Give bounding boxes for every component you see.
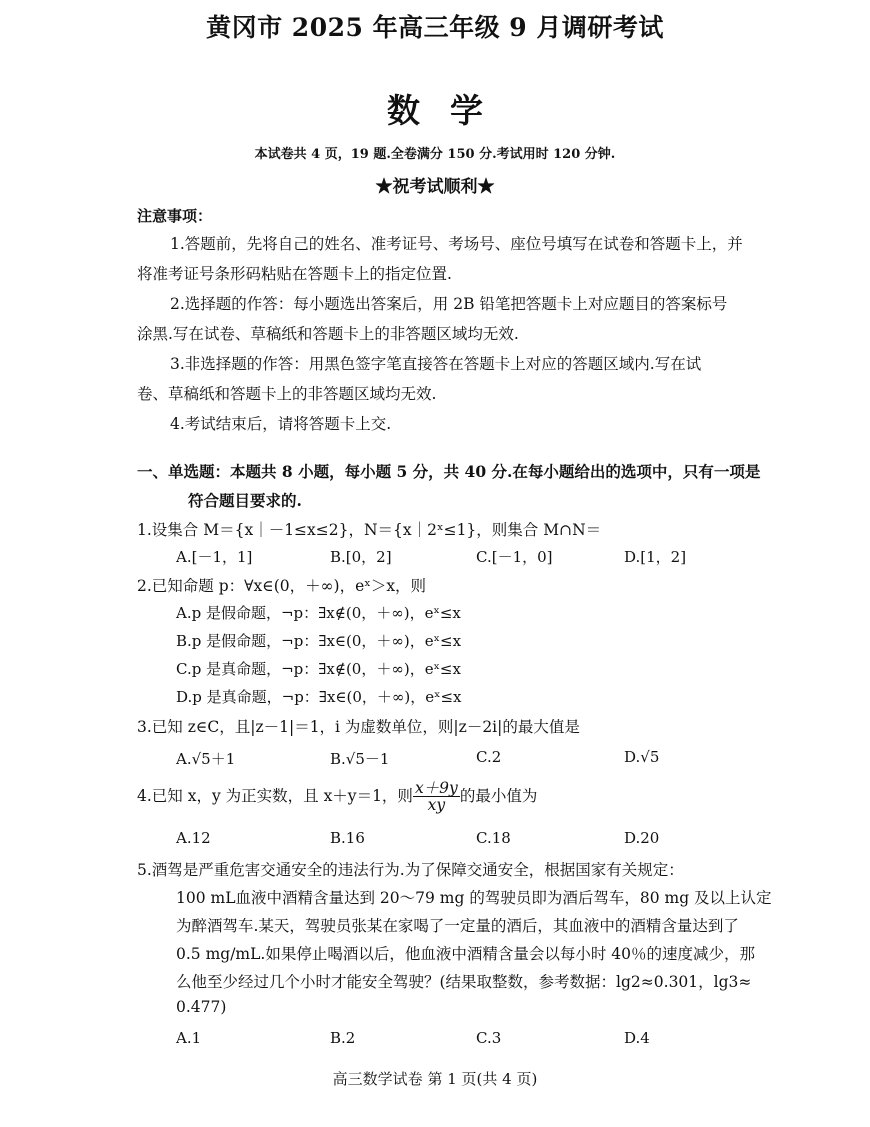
- notice-item-2-cont: 涂黑.写在试卷、草稿纸和答题卡上的非答题区域均无效.: [137, 325, 519, 343]
- question-3-stem: 3.已知 z∈C，且|z－1|＝1，i 为虚数单位，则|z－2i|的最大值是: [137, 718, 580, 736]
- question-1-option-c: C.[－1，0]: [476, 548, 553, 566]
- exam-info: 本试卷共 4 页，19 题.全卷满分 150 分.考试用时 120 分钟.: [254, 147, 616, 162]
- question-5-line-3: 为醉酒驾车.某天，驾驶员张某在家喝了一定量的酒后，其血液中的酒精含量达到了: [176, 917, 739, 935]
- subject-heading: 数学: [387, 91, 513, 130]
- question-5-line-4: 0.5 mg/mL.如果停止喝酒以后，他血液中酒精含量会以每小时 40％的速度减少，那: [176, 945, 755, 963]
- question-5-option-b: B.2: [330, 1029, 356, 1047]
- question-4-option-d: D.20: [624, 829, 660, 847]
- question-5-line-5: 么他至少经过几个小时才能安全驾驶？(结果取整数，参考数据：lg2≈0.301，lg3≈: [176, 973, 752, 991]
- notice-item-1: 1.答题前，先将自己的姓名、准考证号、考场号、座位号填写在试卷和答题卡上，并: [170, 235, 743, 253]
- question-1-option-a: A.[－1，1]: [176, 548, 253, 566]
- notice-item-1-cont: 将准考证号条形码粘贴在答题卡上的指定位置.: [137, 265, 452, 283]
- question-4-option-b: B.16: [330, 829, 365, 847]
- question-5-line-6: 0.477): [176, 998, 227, 1016]
- question-3-option-d: D.√5: [624, 748, 660, 766]
- section-heading: 一、单选题：本题共 8 小题，每小题 5 分，共 40 分.在每小题给出的选项中，只有一项是: [137, 462, 761, 481]
- question-4-fraction: [413, 780, 460, 814]
- question-2-option-a: A.p 是假命题，¬p：∃x∉(0，＋∞)，eˣ≤x: [176, 604, 461, 622]
- notice-item-3-cont: 卷、草稿纸和答题卡上的非答题区域均无效.: [137, 385, 437, 403]
- question-2-stem: 2.已知命题 p：∀x∈(0，＋∞)，eˣ＞x，则: [137, 577, 427, 595]
- question-3-option-b: B.√5－1: [330, 750, 390, 768]
- question-5-line-2: 100 mL血液中酒精含量达到 20～79 mg 的驾驶员即为酒后驾车，80 mg 及以上认定: [176, 889, 772, 907]
- question-3-option-a: A.√5＋1: [176, 750, 236, 768]
- question-2-option-d: D.p 是真命题，¬p：∃x∈(0，＋∞)，eˣ≤x: [176, 688, 462, 706]
- question-2-option-c: C.p 是真命题，¬p：∃x∉(0，＋∞)，eˣ≤x: [176, 660, 461, 678]
- section-heading-cont: 符合题目要求的.: [188, 491, 302, 510]
- fraction-denominator: xy: [427, 796, 446, 815]
- question-4-option-a: A.12: [176, 829, 211, 847]
- exam-title: 黄冈市 2025 年高三年级 9 月调研考试: [206, 13, 664, 42]
- notice-item-4: 4.考试结束后，请将答题卡上交.: [170, 415, 392, 433]
- fraction-numerator: x＋9y: [414, 779, 458, 797]
- blessing-line: ★祝考试顺利★: [375, 177, 495, 197]
- question-4-stem: [137, 780, 537, 814]
- question-4-stem-before: 4.已知 x，y 为正实数，且 x＋y＝1，则: [137, 786, 413, 805]
- question-4-stem-after: 的最小值为: [459, 786, 538, 805]
- page-footer: 高三数学试卷 第 1 页(共 4 页): [332, 1070, 538, 1088]
- question-5-option-c: C.3: [476, 1029, 502, 1047]
- question-5-option-a: A.1: [176, 1029, 202, 1047]
- question-1-option-b: B.[0，2]: [330, 548, 392, 566]
- notice-item-3: 3.非选择题的作答：用黑色签字笔直接答在答题卡上对应的答题区域内.写在试: [170, 355, 702, 373]
- question-1-option-d: D.[1，2]: [624, 548, 687, 566]
- question-5-option-d: D.4: [624, 1029, 650, 1047]
- question-5-line-1: 5.酒驾是严重危害交通安全的违法行为.为了保障交通安全，根据国家有关规定：: [137, 861, 684, 879]
- notice-item-2: 2.选择题的作答：每小题选出答案后，用 2B 铅笔把答题卡上对应题目的答案标号: [170, 295, 728, 313]
- question-3-option-c: C.2: [476, 748, 502, 766]
- question-4-option-c: C.18: [476, 829, 511, 847]
- question-1-stem: 1.设集合 M＝{x｜－1≤x≤2}，N＝{x｜2ˣ≤1}，则集合 M∩N＝: [137, 521, 602, 539]
- question-2-option-b: B.p 是假命题，¬p：∃x∈(0，＋∞)，eˣ≤x: [176, 632, 462, 650]
- notice-heading: 注意事项：: [137, 207, 213, 225]
